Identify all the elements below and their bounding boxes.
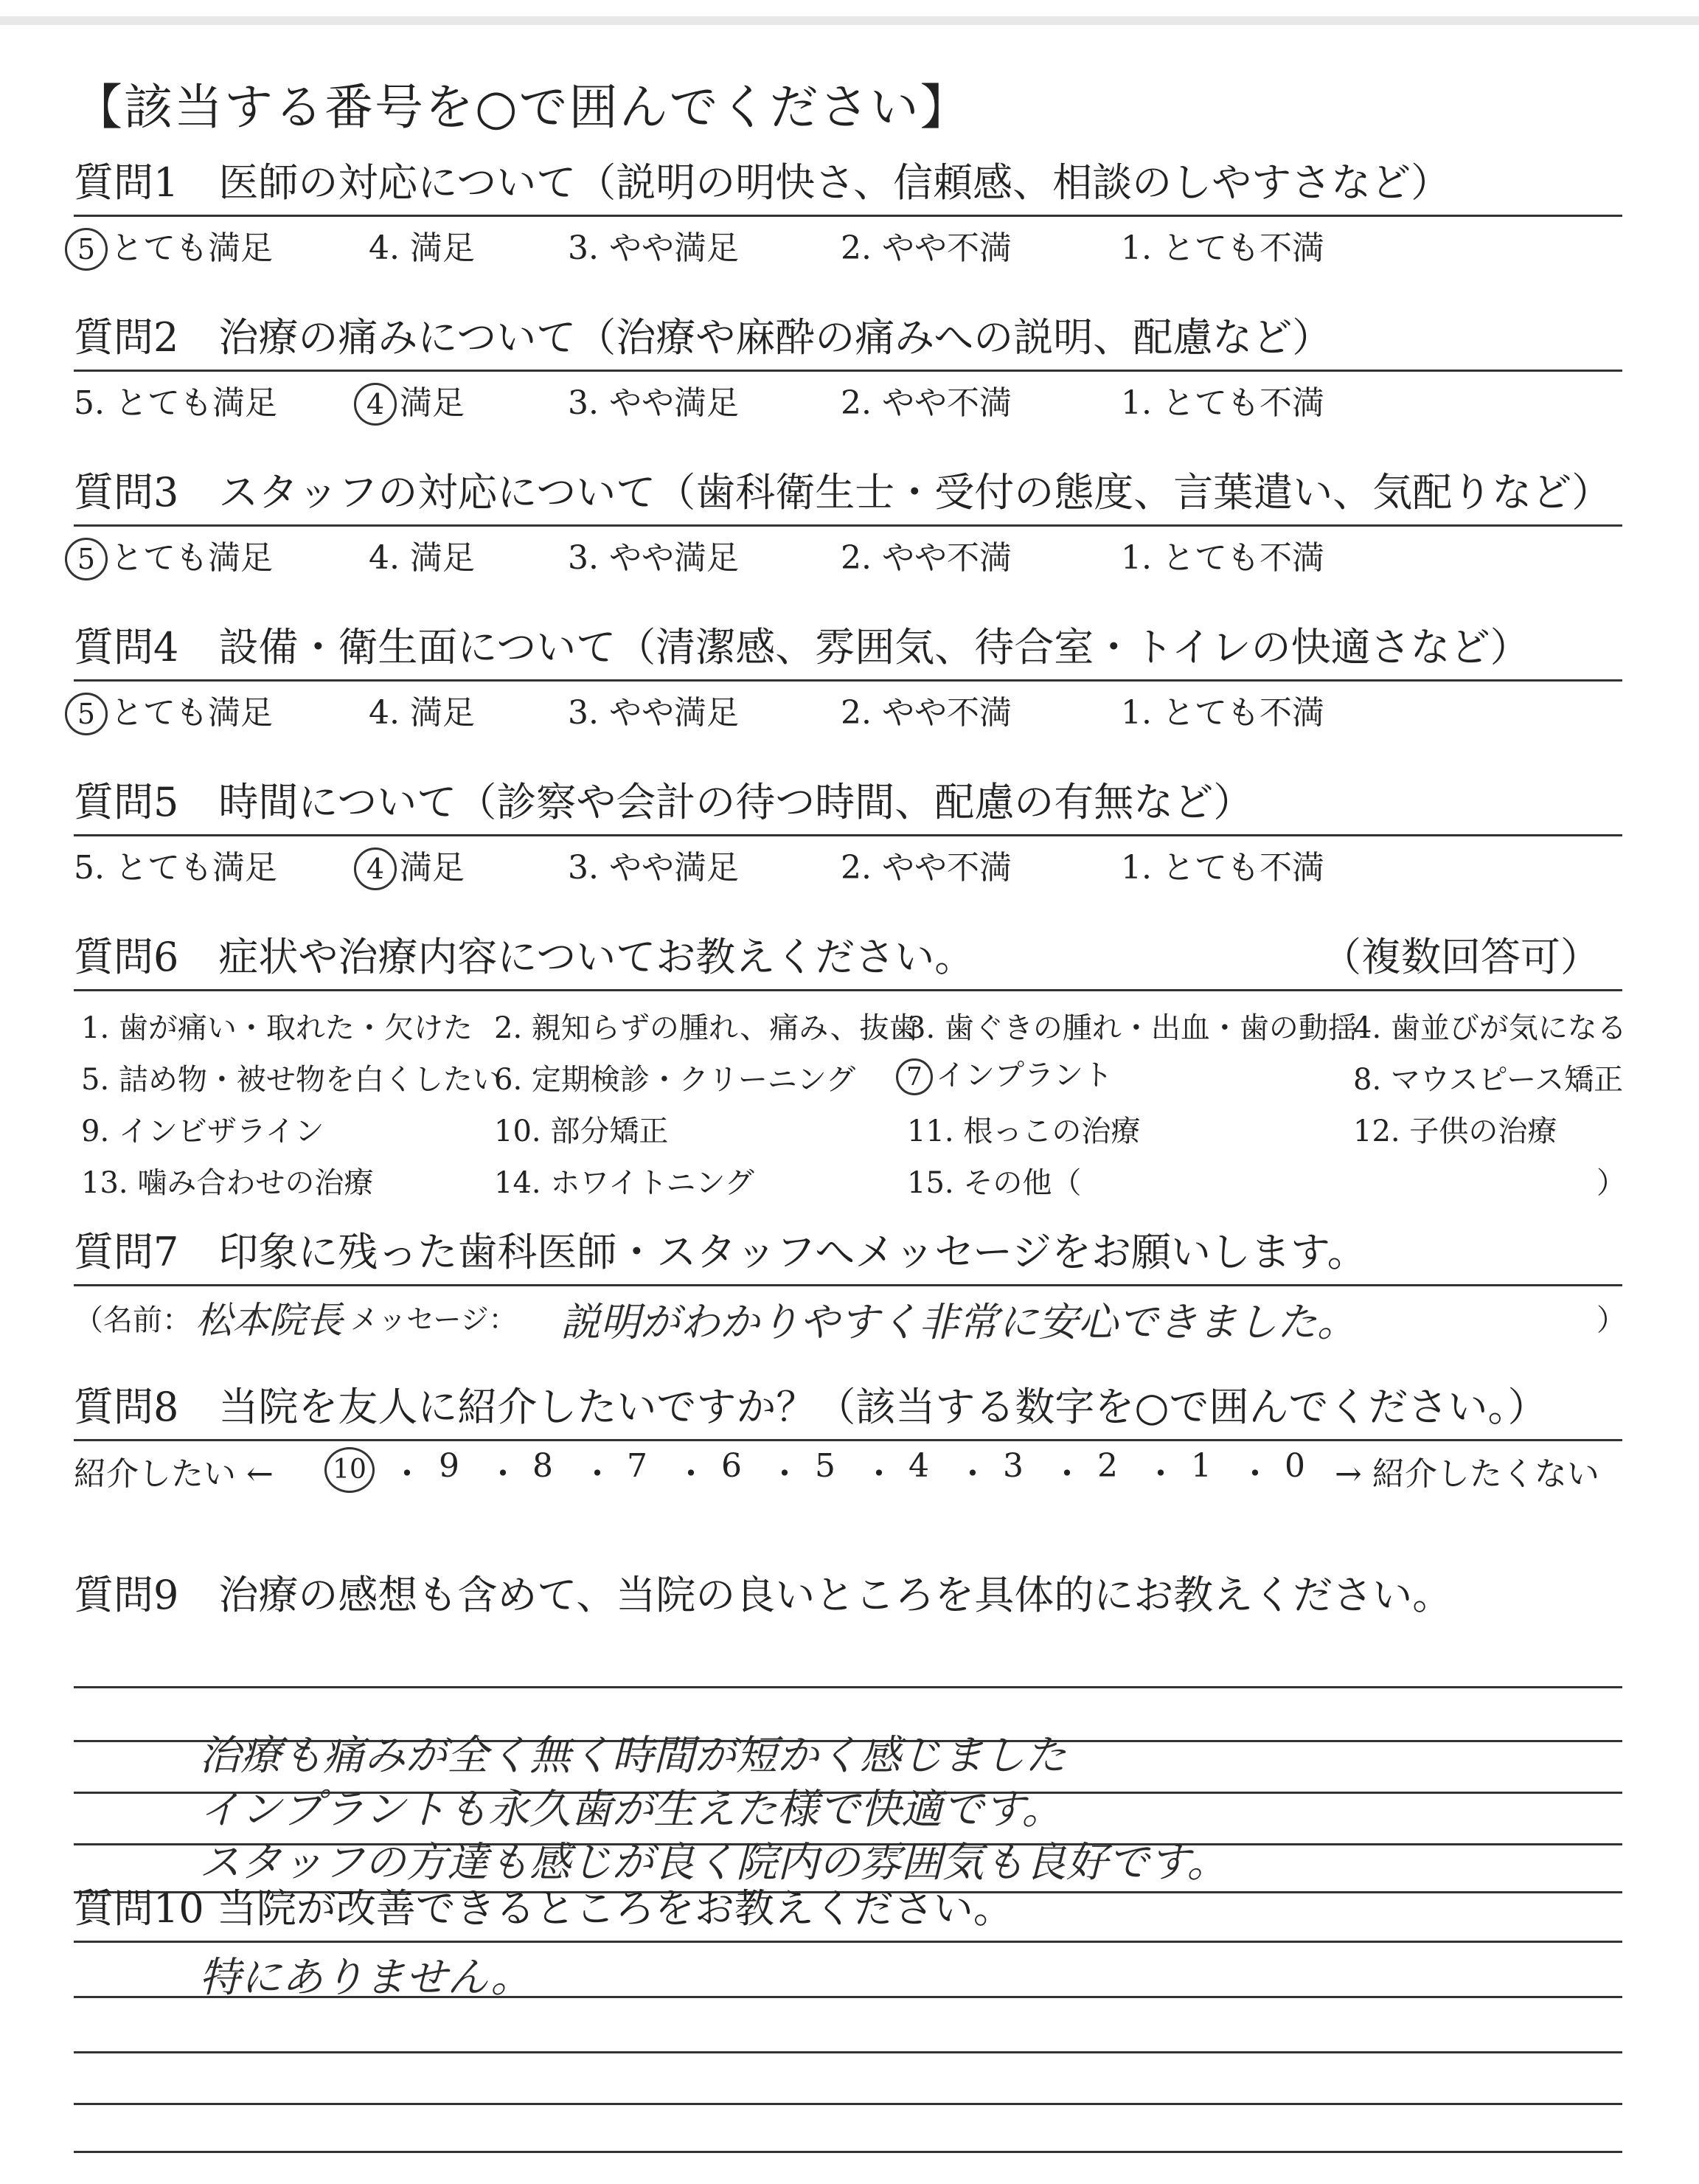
answer-circle: 5 <box>65 538 108 580</box>
option-1[interactable]: 1. とても不満 <box>1121 694 1324 732</box>
option-4[interactable]: 4. 満足 <box>369 694 475 732</box>
option-5[interactable]: 5. とても満足 <box>74 384 277 422</box>
question-5-options <box>74 836 1622 895</box>
question-3 <box>74 461 1622 586</box>
scale-dot: ・ <box>1239 1455 1271 1493</box>
scale-1[interactable]: 1 <box>1191 1447 1212 1485</box>
answer-circle: 5 <box>65 228 108 271</box>
scale-dot: ・ <box>581 1455 614 1493</box>
option-1[interactable]: 1. とても不満 <box>1121 229 1324 267</box>
option-5[interactable]: 5 とても満足 <box>65 531 273 580</box>
symptom-13[interactable]: 13. 噛み合わせの治療 <box>81 1166 374 1200</box>
question-4-options <box>74 682 1622 741</box>
name-label: （名前： <box>74 1303 192 1337</box>
symptom-2[interactable]: 2. 親知らずの腫れ、痛み、抜歯 <box>494 1011 919 1045</box>
option-1[interactable]: 1. とても不満 <box>1121 849 1324 887</box>
scale-dot: ・ <box>1144 1455 1177 1493</box>
scale-0[interactable]: 0 <box>1285 1447 1305 1485</box>
message-line <box>74 1286 1626 1353</box>
symptom-14[interactable]: 14. ホワイトニング <box>494 1166 754 1200</box>
option-4[interactable]: 4. 満足 <box>369 539 475 577</box>
option-4[interactable]: 4. 満足 <box>369 229 475 267</box>
question-1-options <box>74 217 1622 276</box>
message-label: メッセージ： <box>350 1303 517 1336</box>
symptom-options <box>74 991 1627 1213</box>
symptom-12[interactable]: 12. 子供の治療 <box>1353 1114 1557 1148</box>
symptom-6[interactable]: 6. 定期検診・クリーニング <box>494 1063 856 1097</box>
question-5-title: 質問5 時間について（診察や会計の待つ時間、配慮の有無など） <box>74 779 1254 825</box>
option-5[interactable]: 5. とても満足 <box>74 849 277 887</box>
multiple-answer-note: （複数回答可） <box>1321 934 1600 980</box>
scale-right-label: → 紹介したくない <box>1335 1455 1599 1493</box>
symptom-8[interactable]: 8. マウスピース矯正 <box>1353 1063 1624 1097</box>
other-close-paren: ） <box>1596 1166 1626 1200</box>
question-9 <box>74 1564 1622 1907</box>
close-paren: ） <box>1596 1303 1626 1337</box>
scale-8[interactable]: 8 <box>532 1447 553 1485</box>
question-10 <box>74 1877 1622 2184</box>
question-7-title: 質問7 印象に残った歯科医師・スタッフへメッセージをお願いします。 <box>74 1229 1367 1275</box>
option-2[interactable]: 2. やや不満 <box>841 539 1012 577</box>
scale-dot: ・ <box>391 1455 423 1493</box>
scale-dot: ・ <box>1051 1455 1083 1493</box>
question-3-title: 質問3 スタッフの対応について（歯科衛生士・受付の態度、言葉遣い、気配りなど） <box>74 469 1612 516</box>
scale-2[interactable]: 2 <box>1097 1447 1118 1485</box>
name-value[interactable]: 松本院長 <box>195 1299 343 1342</box>
option-4[interactable]: 4 満足 <box>354 841 465 890</box>
option-1[interactable]: 1. とても不満 <box>1121 384 1324 422</box>
answer-line-1[interactable]: 治療も痛みが全く無く時間が短かく感じました <box>199 1732 1066 1780</box>
question-2 <box>74 306 1622 431</box>
answer-circle: 5 <box>65 693 108 735</box>
scale-dot: ・ <box>956 1455 989 1493</box>
question-7 <box>74 1221 1626 1353</box>
scale-3[interactable]: 3 <box>1003 1447 1024 1485</box>
option-5[interactable]: 5 とても満足 <box>65 221 273 271</box>
option-1[interactable]: 1. とても不満 <box>1121 539 1324 577</box>
scale-dot: ・ <box>768 1455 801 1493</box>
question-5 <box>74 771 1622 895</box>
symptom-5[interactable]: 5. 詰め物・被せ物を白くしたい <box>81 1063 502 1097</box>
symptom-11[interactable]: 11. 根っこの治療 <box>907 1114 1141 1148</box>
scan-edge <box>0 16 1699 25</box>
rule <box>74 1686 1622 1688</box>
question-1 <box>74 151 1622 276</box>
rule <box>74 2151 1622 2153</box>
symptom-7[interactable]: 7 インプラント <box>896 1052 1113 1095</box>
option-4[interactable]: 4 満足 <box>354 376 465 426</box>
question-8 <box>74 1376 1622 1500</box>
symptom-10[interactable]: 10. 部分矯正 <box>494 1114 669 1148</box>
answer-line-2[interactable]: インプラントも永久歯が生えた様で快適です。 <box>199 1786 1063 1834</box>
question-4-title: 質問4 設備・衛生面について（清潔感、雰囲気、待合室・トイレの快適さなど） <box>74 624 1530 670</box>
question-10-title: 質問10 当院が改善できるところをお教えください。 <box>74 1885 1013 1932</box>
answer-lines <box>74 1941 1622 2184</box>
scale-4[interactable]: 4 <box>908 1447 929 1485</box>
scale-dot: ・ <box>863 1455 895 1493</box>
question-6 <box>74 926 1627 1213</box>
answer-circle: 4 <box>354 847 397 890</box>
option-3[interactable]: 3. やや満足 <box>568 849 739 887</box>
option-2[interactable]: 2. やや不満 <box>841 849 1012 887</box>
question-6-text: 質問6 症状や治療内容についてお教えください。 <box>74 934 975 980</box>
scale-5[interactable]: 5 <box>815 1447 835 1485</box>
option-2[interactable]: 2. やや不満 <box>841 384 1012 422</box>
scale-dot: ・ <box>675 1455 707 1493</box>
answer-circle: 10 <box>324 1447 375 1493</box>
rule <box>74 2103 1622 2105</box>
scale-9[interactable]: 9 <box>439 1447 459 1485</box>
option-3[interactable]: 3. やや満足 <box>568 539 739 577</box>
symptom-3[interactable]: 3. 歯ぐきの腫れ・出血・歯の動揺 <box>907 1011 1358 1045</box>
question-2-options <box>74 372 1622 431</box>
symptom-4[interactable]: 4. 歯並びが気になる <box>1353 1011 1627 1045</box>
answer-circle: 4 <box>354 383 397 426</box>
symptom-15[interactable]: 15. その他（ <box>907 1166 1082 1200</box>
answer-circle: 7 <box>896 1058 933 1095</box>
option-5[interactable]: 5 とても満足 <box>65 686 273 735</box>
answer-line-3[interactable]: スタッフの方達も感じが良く院内の雰囲気も良好です。 <box>199 1839 1229 1887</box>
symptom-1[interactable]: 1. 歯が痛い・取れた・欠けた <box>81 1011 473 1045</box>
scale-dot: ・ <box>487 1455 519 1493</box>
option-3[interactable]: 3. やや満足 <box>568 694 739 732</box>
rule <box>74 2051 1622 2053</box>
answer-line-1[interactable]: 特にありません。 <box>199 1954 532 2002</box>
option-2[interactable]: 2. やや不満 <box>841 229 1012 267</box>
scale-7[interactable]: 7 <box>627 1447 647 1485</box>
question-8-title: 質問8 当院を友人に紹介したいですか？（該当する数字を○で囲んでください。） <box>74 1384 1548 1430</box>
message-value[interactable]: 説明がわかりやすく非常に安心できました。 <box>560 1299 1357 1345</box>
question-1-title: 質問1 医師の対応について（説明の明快さ、信頼感、相談のしやすさなど） <box>74 159 1451 206</box>
question-3-options <box>74 527 1622 586</box>
rule <box>74 1941 1622 1943</box>
symptom-9[interactable]: 9. インビザライン <box>81 1114 324 1148</box>
scale-6[interactable]: 6 <box>721 1447 742 1485</box>
question-9-title: 質問9 治療の感想も含めて、当院の良いところを具体的にお教えください。 <box>74 1572 1453 1618</box>
question-2-title: 質問2 治療の痛みについて（治療や麻酔の痛みへの説明、配慮など） <box>74 314 1333 361</box>
option-2[interactable]: 2. やや不満 <box>841 694 1012 732</box>
question-6-title <box>74 926 1622 989</box>
answer-lines <box>74 1627 1622 1907</box>
recommend-scale <box>74 1441 1622 1500</box>
scale-left-label: 紹介したい ← <box>74 1455 274 1493</box>
question-4 <box>74 616 1622 741</box>
option-3[interactable]: 3. やや満足 <box>568 384 739 422</box>
option-3[interactable]: 3. やや満足 <box>568 229 739 267</box>
instruction-header: 【該当する番号を○で囲んでください】 <box>74 79 970 136</box>
